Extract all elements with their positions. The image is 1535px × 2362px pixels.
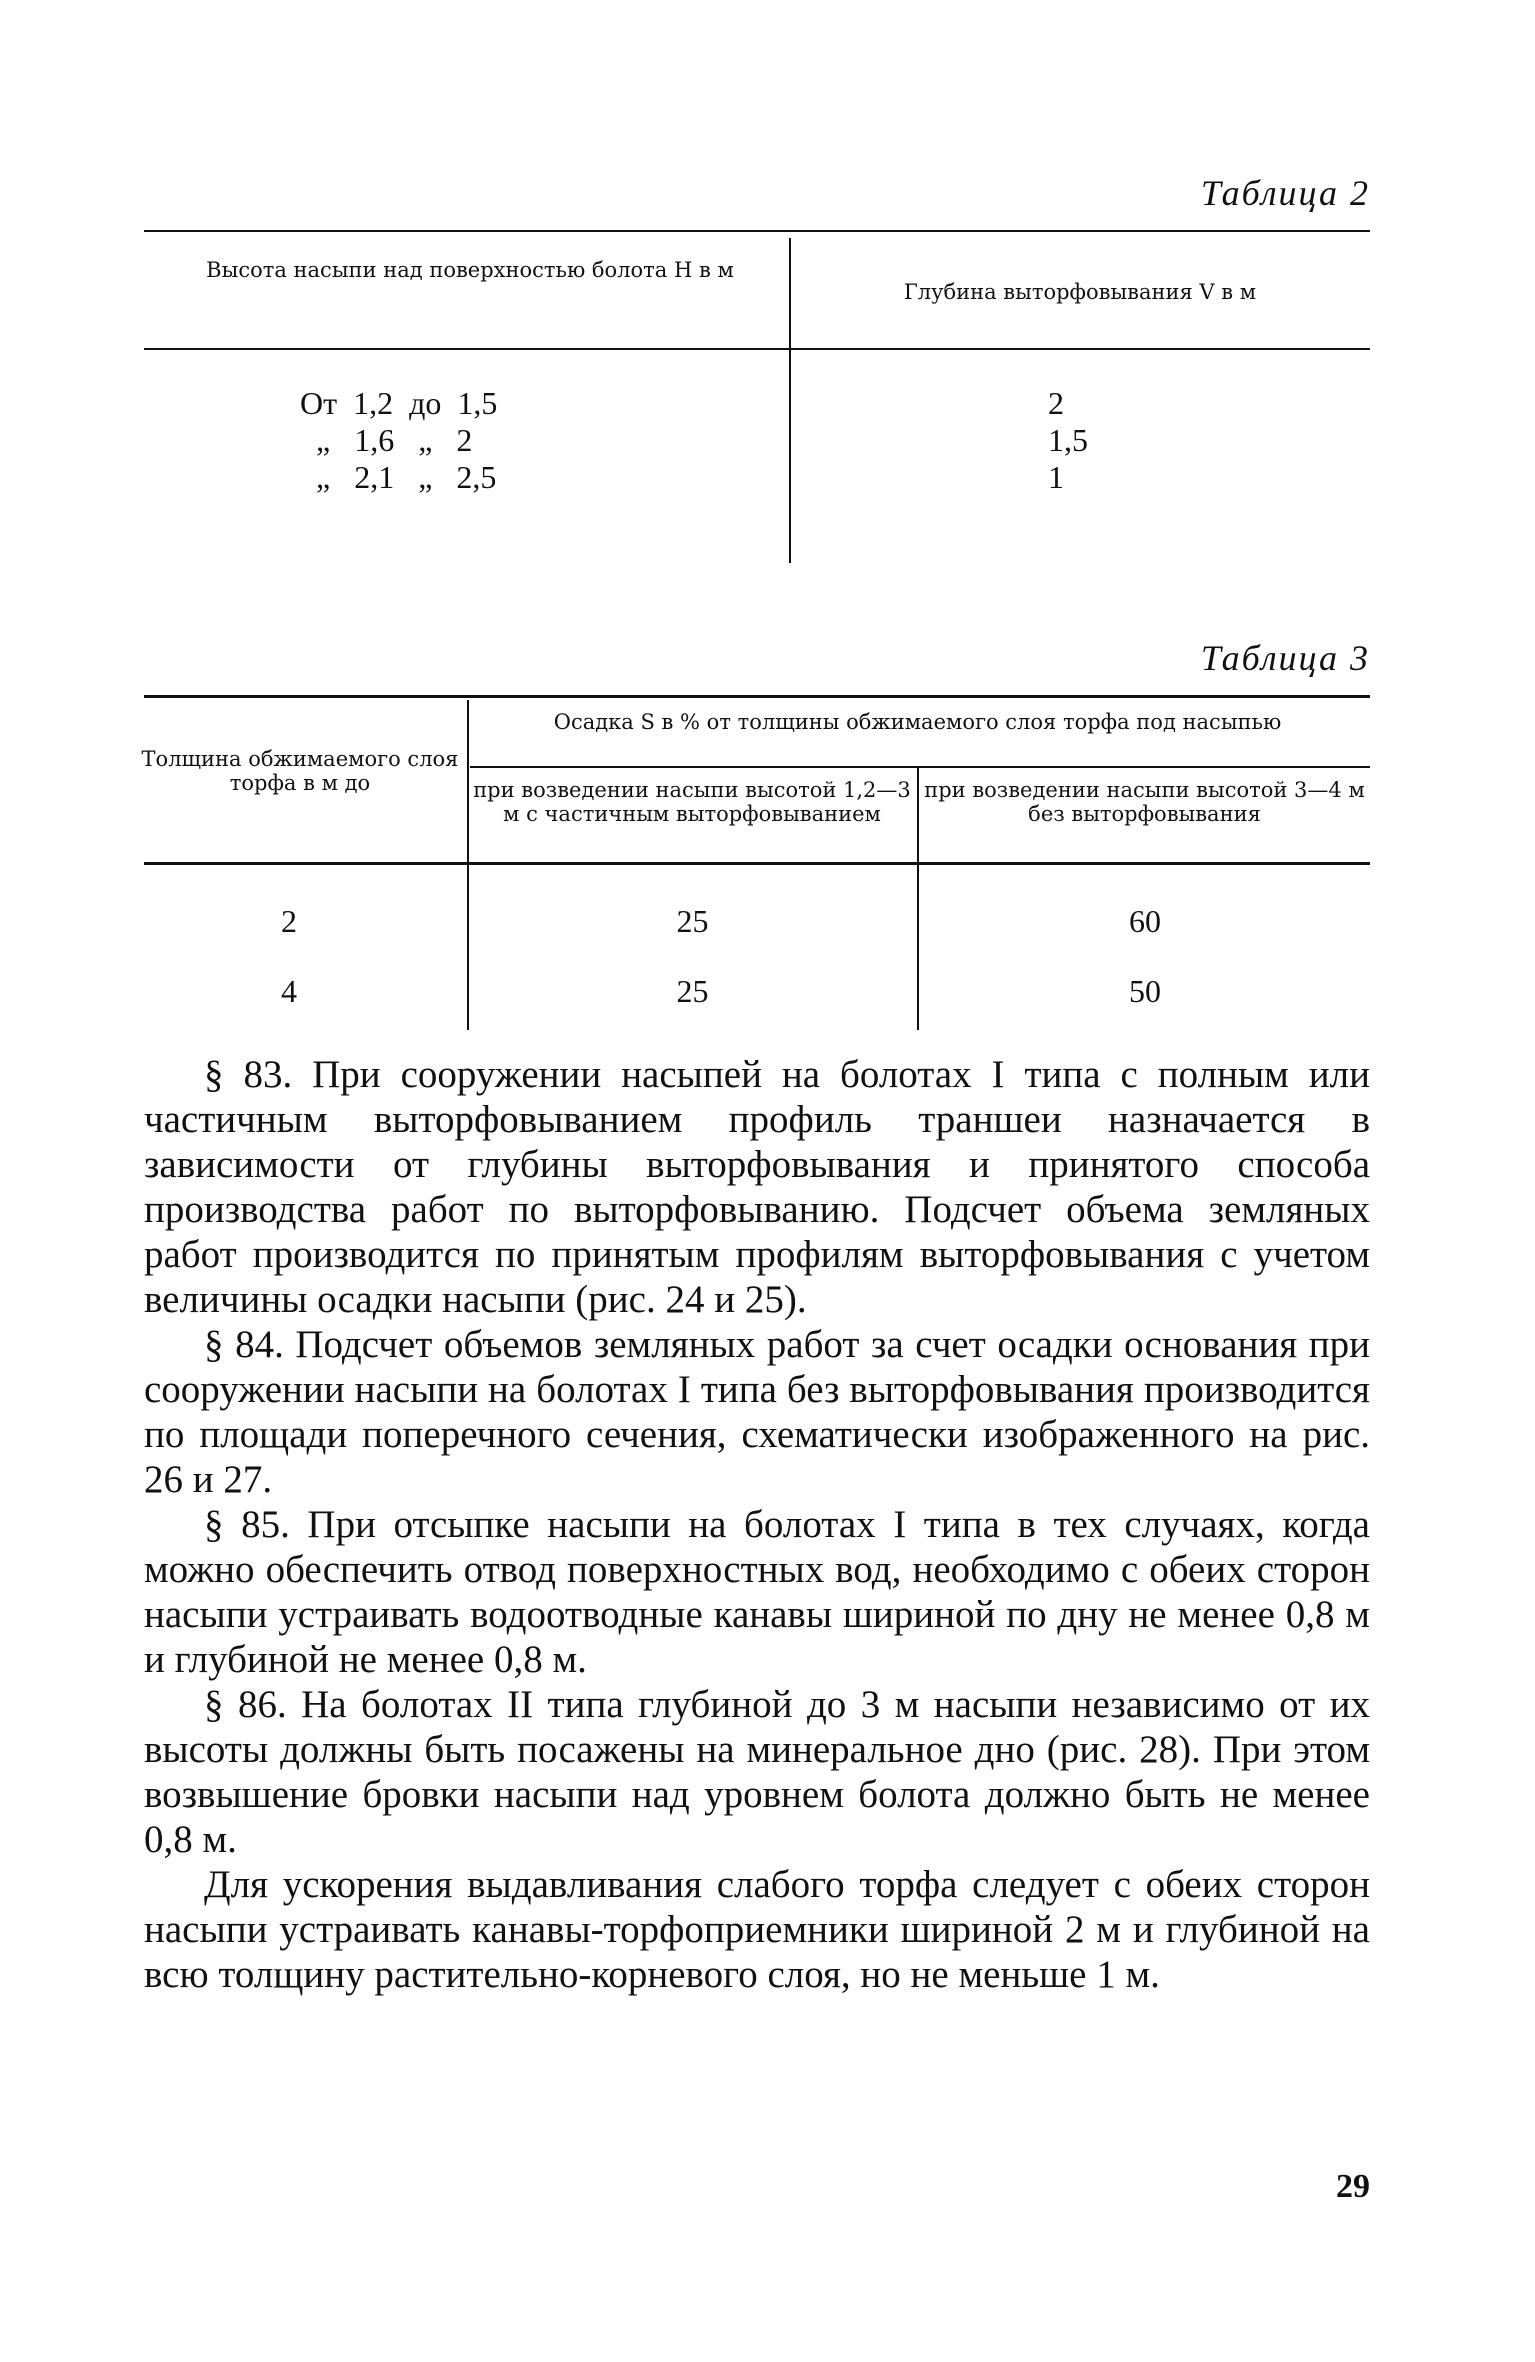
table3-row2-without: 50 [1129,973,1161,1009]
table3-subheader-rule [470,766,1370,768]
paragraph-86-continued: Для ускорения выдавливания слабого торфа следует с обеих сторон насыпи устраивать канавы-торфоприемники шириной 2 м и глубиной на всю толщину растительно-корневого слоя, но не меньше 1 м. [144,1863,1370,1996]
table3-divider-2 [917,768,919,1030]
table3-caption: Таблица 3 [1200,638,1370,678]
page-number: 29 [1336,2168,1370,2205]
table3-row1-partial: 25 [676,903,709,939]
paragraph-84: § 84. Подсчет объемов земляных работ за счет осадки основания при сооружении насыпи на болотах I типа без выторфовывания производится по площади поперечного сечения, схематически изображенного на рис. 26 и 27. [144,1323,1370,1501]
table3-divider-1 [467,700,469,1030]
table2-header-rule [144,348,1370,350]
paragraph-86: § 86. На болотах II типа глубиной до 3 м насыпи независимо от их высоты должны быть посажены на минеральное дно (рис. 28). При этом возвышение бровки насыпи над уровнем болота должно быть не менее 0,8 м. [144,1683,1370,1861]
table3-header-thickness: Толщина обжимаемого слоя торфа в м до [141,747,459,795]
table3-header-without: при возведении насыпи высотой 3—4 м без выторфовывания [924,778,1365,826]
table2-header-height: Высота насыпи над поверхностью болота H в м [206,258,734,282]
table3-header-settlement: Осадка S в % от толщины обжимаемого слоя торфа под насыпью [553,710,1282,734]
paragraph-83: § 83. При сооружении насыпей на болотах I типа с полным или частичным выторфовыванием профиль траншеи назначается в зависимости от глубины выторфовывания и принятого способа производства работ по выторфовыванию. Подсчет объема земляных работ производится по принятым профилям выторфовывания с учетом величины осадки насыпи (рис. 24 и 25). [144,1053,1370,1321]
body-text [144,1052,1370,1997]
table3-row2-thickness: 4 [281,973,297,1009]
table2-caption: Таблица 2 [1200,173,1370,213]
table2-header-depth: Глубина выторфовывания V в м [903,280,1257,304]
table3-header-partial: при возведении насыпи высотой 1,2—3 м с частичным выторфовыванием [473,778,911,826]
table3-row2-partial: 25 [676,973,709,1009]
paragraph-85: § 85. При отсыпке насыпи на болотах I типа в тех случаях, когда можно обеспечить отвод поверхностных вод, необходимо с обеих сторон насыпи устраивать водоотводные канавы шириной по дну не менее 0,8 м и глубиной не менее 0,8 м. [144,1503,1370,1681]
table2-column-divider [789,238,791,563]
table3-header-rule [144,862,1370,865]
table3-row1-without: 60 [1129,903,1161,939]
table2-depth-values: 2 1,5 1 [1048,385,1088,495]
table2-height-ranges: От 1,2 до 1,5 „ 1,6 „ 2 „ 2,1 „ 2,5 [300,385,498,495]
table2-top-rule [144,230,1370,232]
table3-row1-thickness: 2 [281,903,297,939]
table3-top-rule [144,695,1370,698]
